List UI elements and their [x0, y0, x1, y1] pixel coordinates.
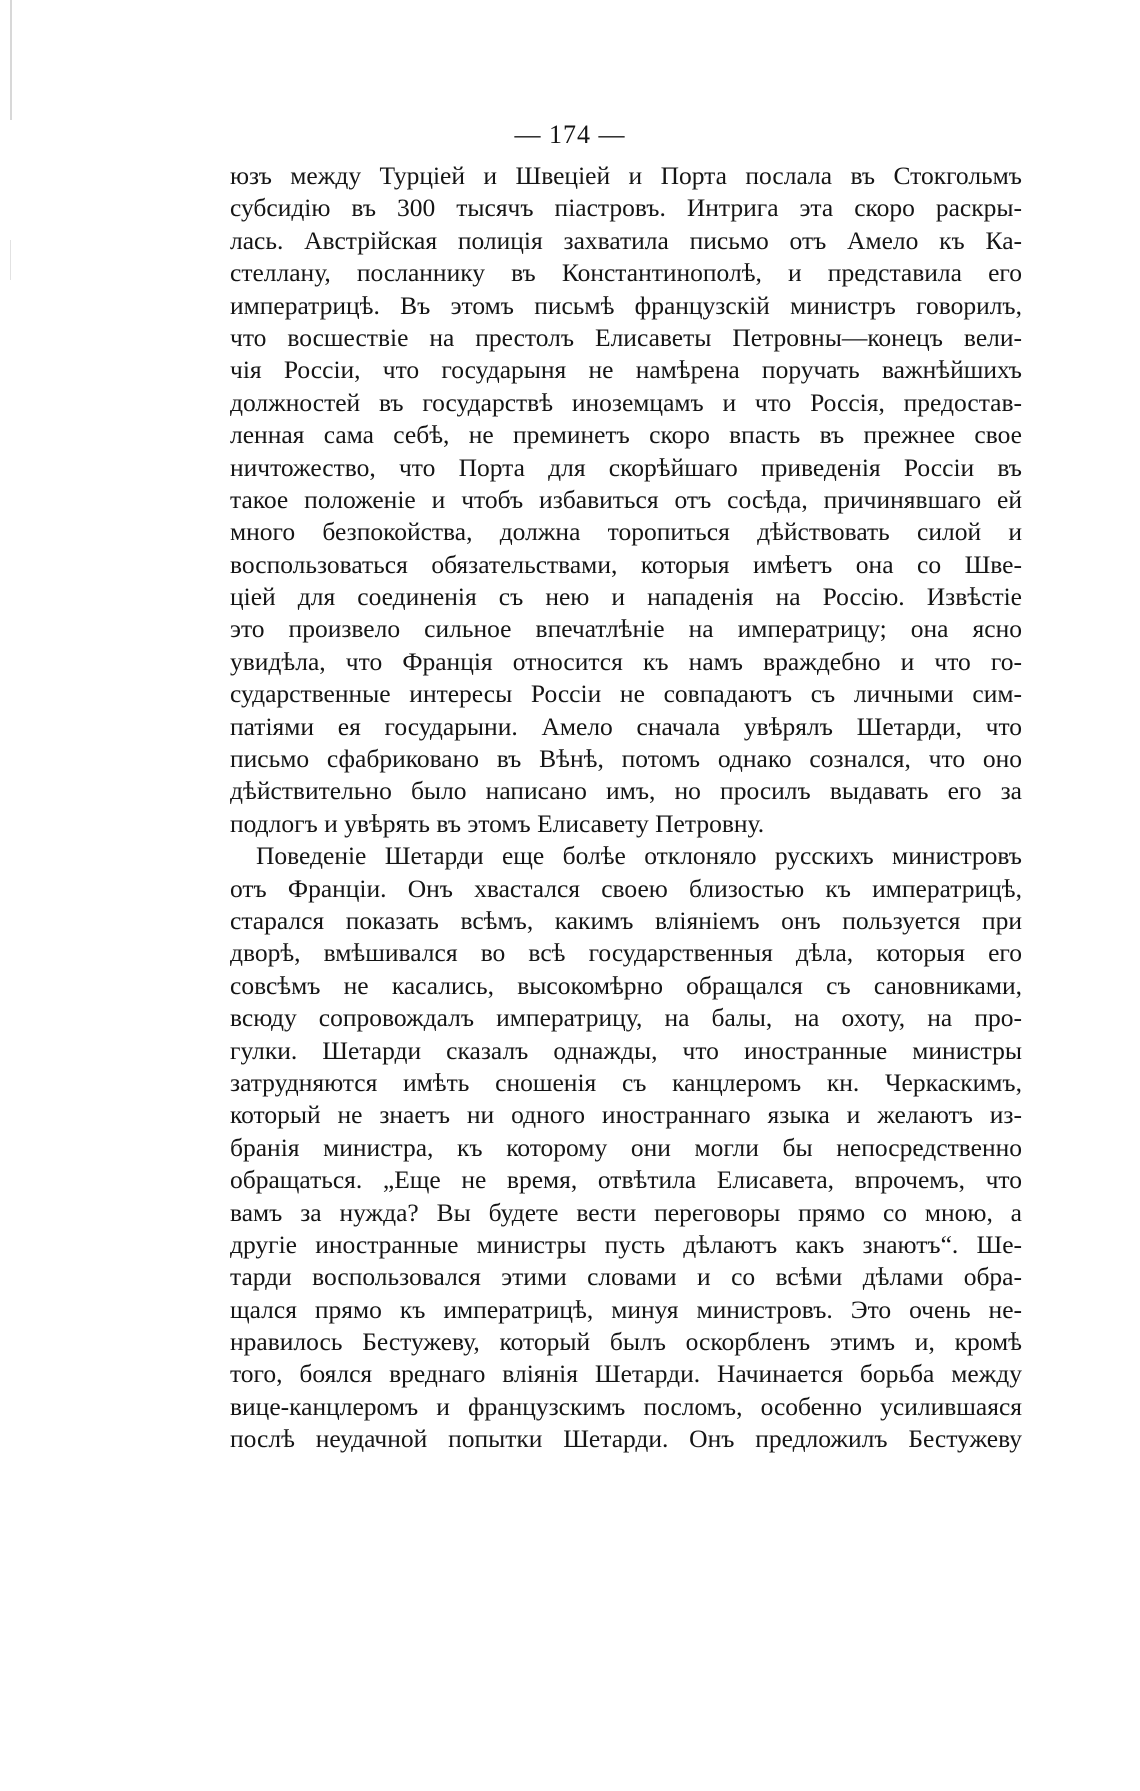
text-line: гулки. Шетарди сказалъ однажды, что иностранные министры	[230, 1035, 1022, 1065]
text-line: патіями ея государыни. Амело сначала увѣрялъ Шетарди, что	[230, 711, 1022, 741]
text-line: увидѣла, что Франція относится къ намъ враждебно и что го-	[230, 646, 1022, 676]
text-line: послѣ неудачной попытки Шетарди. Онъ предложилъ Бестужеву	[230, 1424, 1022, 1454]
text-line: что восшествіе на престолъ Елисаветы Петровны—конецъ вели-	[230, 322, 1022, 352]
page-number: — 174 —	[514, 120, 626, 149]
text-line: ничтожество, что Порта для скорѣйшаго приведенія Россіи въ	[230, 452, 1022, 482]
text-line: должностей въ государствѣ иноземцамъ и что Россія, предостав-	[230, 387, 1022, 417]
text-line: воспользоваться обязательствами, которыя имѣетъ она со Шве-	[230, 549, 1022, 579]
text-line: бранія министра, къ которому они могли бы непосредственно	[230, 1132, 1022, 1162]
body-text	[230, 160, 1022, 1456]
paragraph-start-line: Поведеніе Шетарди еще болѣе отклоняло русскихъ министровъ	[256, 841, 1022, 871]
text-line: обращаться. „Еще не время, отвѣтила Елисавета, впрочемъ, что	[230, 1165, 1022, 1195]
scan-edge-mark	[10, 240, 11, 280]
text-line: лась. Австрійская полиція захватила письмо отъ Амело къ Ка-	[230, 225, 1022, 255]
text-line: дворѣ, вмѣшивался во всѣ государственныя дѣла, которыя его	[230, 938, 1022, 968]
text-line: сударственные интересы Россіи не совпадаютъ съ личными сим-	[230, 679, 1022, 709]
text-line: старался показать всѣмъ, какимъ вліяніемъ онъ пользуется при	[230, 905, 1022, 935]
text-line: отъ Франціи. Онъ хвастался своею близостью къ императрицѣ,	[230, 873, 1022, 903]
text-line: щался прямо къ императрицѣ, минуя министровъ. Это очень не-	[230, 1294, 1022, 1324]
text-line: императрицѣ. Въ этомъ письмѣ французскій министръ говорилъ,	[230, 290, 1022, 320]
text-line: совсѣмъ не касались, высокомѣрно обращался съ сановниками,	[230, 970, 1022, 1000]
text-line: вамъ за нужда? Вы будете вести переговоры прямо со мною, а	[230, 1197, 1022, 1227]
text-line: субсидію въ 300 тысячъ піастровъ. Интрига эта скоро раскры-	[230, 193, 1022, 223]
text-line: затрудняются имѣть сношенія съ канцлеромъ кн. Черкаскимъ,	[230, 1067, 1022, 1097]
text-line: того, боялся вреднаго вліянія Шетарди. Начинается борьба между	[230, 1359, 1022, 1389]
text-line: письмо сфабриковано въ Вѣнѣ, потомъ однако сознался, что оно	[230, 744, 1022, 774]
text-line: другіе иностранные министры пусть дѣлаютъ какъ знаютъ“. Ше-	[230, 1229, 1022, 1259]
text-line: чія Россіи, что государыня не намѣрена поручать важнѣйшихъ	[230, 355, 1022, 385]
text-line: много безпокойства, должна торопиться дѣйствовать силой и	[230, 517, 1022, 547]
text-line: вице-канцлеромъ и французскимъ посломъ, особенно усилившаяся	[230, 1391, 1022, 1421]
text-line: такое положеніе и чтобъ избавиться отъ сосѣда, причинявшаго ей	[230, 484, 1022, 514]
text-line: ціей для соединенія съ нею и нападенія на Россію. Извѣстіе	[230, 582, 1022, 612]
text-line: это произвело сильное впечатлѣніе на императрицу; она ясно	[230, 614, 1022, 644]
text-line: ленная сама себѣ, не преминетъ скоро впасть въ прежнее свое	[230, 420, 1022, 450]
text-line: стеллану, посланнику въ Константинополѣ, и представила его	[230, 258, 1022, 288]
text-line: дѣйствительно было написано имъ, но просилъ выдавать его за	[230, 776, 1022, 806]
text-line: который не знаетъ ни одного иностраннаго языка и желаютъ из-	[230, 1100, 1022, 1130]
text-line: нравилось Бестужеву, который былъ оскорбленъ этимъ и, кромѣ	[230, 1327, 1022, 1357]
text-line: всюду сопровождалъ императрицу, на балы, на охоту, на про-	[230, 1003, 1022, 1033]
text-line: тарди воспользовался этими словами и со всѣми дѣлами обра-	[230, 1262, 1022, 1292]
text-line: юзъ между Турціей и Швеціей и Порта послала въ Стокгольмъ	[230, 161, 1022, 190]
scan-edge-mark	[10, 0, 12, 120]
paragraph-end-line: подлогъ и увѣрять въ этомъ Елисавету Петровну.	[230, 808, 765, 838]
